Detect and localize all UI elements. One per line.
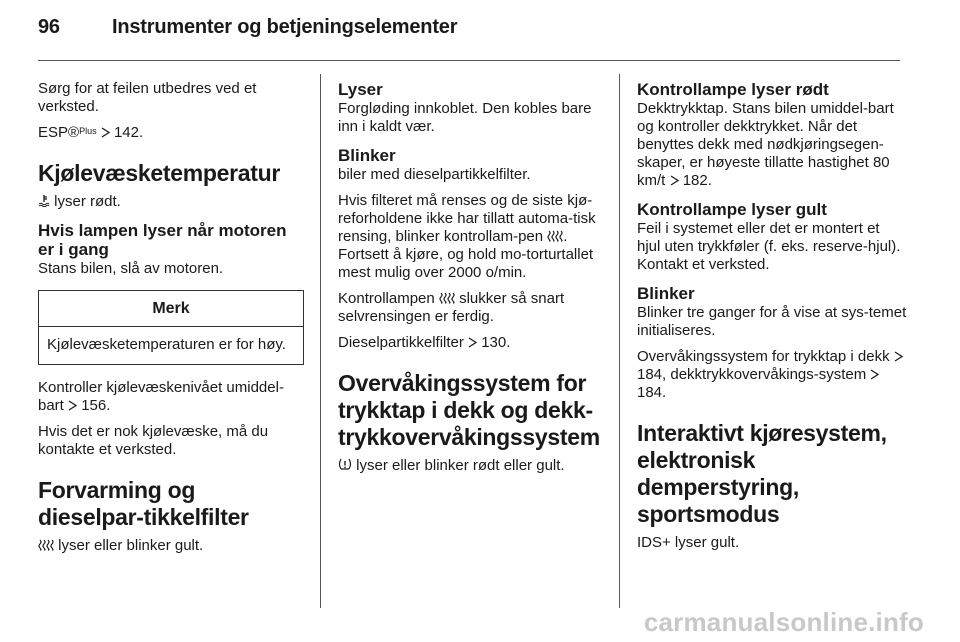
check-text: Kontroller kjølevæskenivået umiddel-bart bbox=[38, 379, 284, 414]
heading-coolant: Kjølevæsketemperatur bbox=[38, 160, 280, 186]
esp-label: ESP® bbox=[38, 124, 80, 141]
lamp-text-a: Kontrollampen bbox=[338, 290, 435, 307]
coolant-temperature-icon bbox=[38, 194, 50, 207]
heading-ids: Interaktivt kjøresystem, elektronisk demperstyring, sportsmodus bbox=[637, 420, 887, 527]
watermark: carmanualsonline.info bbox=[643, 607, 924, 637]
heading-tyre-monitoring: Overvåkingssystem for trykktap i dekk og dekk-trykkovervåkingssystem bbox=[338, 370, 600, 450]
heading-blinker-2: Blinker bbox=[637, 284, 695, 303]
red-text: Dekktrykktap. Stans bilen umiddel-bart og kontroller dekktrykket. Når det benyttes dekk med nødkjøringsegen-skaper, er høyeste tillatte hastighet 80 km/t bbox=[637, 100, 894, 189]
column-divider-2 bbox=[619, 74, 620, 608]
tyre-pressure-icon bbox=[338, 458, 352, 471]
tyre-text: lyser eller blinker rødt eller gult. bbox=[356, 457, 565, 474]
page-ref-arrow-icon bbox=[468, 337, 477, 348]
heading-lyser: Lyser bbox=[338, 80, 383, 99]
heading-engine-running: Hvis lampen lyser når motoren er i gang bbox=[38, 221, 287, 259]
paragraph-enough-coolant: Hvis det er nok kjølevæske, må du kontakte et verksted. bbox=[38, 423, 269, 458]
page-ref-arrow-icon bbox=[101, 127, 110, 138]
lamp-text-b: slukker så snart selvrensingen er ferdig. bbox=[338, 290, 565, 325]
note-body: Kjølevæsketemperaturen er for høy. bbox=[47, 336, 286, 353]
paragraph-filter bbox=[338, 192, 602, 282]
page-ref[interactable]: 156. bbox=[81, 397, 111, 414]
paragraph-lamp bbox=[338, 290, 602, 326]
heading-blinker: Blinker bbox=[338, 146, 396, 165]
esp-superscript: Plus bbox=[79, 126, 97, 136]
paragraph-tyre bbox=[338, 457, 602, 475]
note-box bbox=[38, 290, 304, 365]
header-rule bbox=[38, 60, 900, 61]
paragraph-lamp-red bbox=[637, 100, 907, 190]
page-ref[interactable]: 182. bbox=[682, 172, 712, 189]
filter-text-a: Hvis filteret må renses og de siste kjø-reforholdene ikke har tillatt automa-tisk rensing, blinker kontrollam-pen bbox=[338, 192, 596, 245]
preheat-text: lyser eller blinker gult. bbox=[58, 537, 204, 554]
page-ref-arrow-icon bbox=[670, 175, 679, 186]
paragraph-blinker-2: Blinker tre ganger for å vise at sys-temet initialiseres. bbox=[637, 304, 907, 339]
paragraph-check-level bbox=[38, 379, 304, 415]
page-ref-arrow-icon bbox=[894, 351, 903, 362]
note-title: Merk bbox=[39, 291, 303, 327]
page-ref[interactable]: 130. bbox=[481, 334, 511, 351]
paragraph-stop: Stans bilen, slå av motoren. bbox=[38, 260, 224, 277]
paragraph-monitor-refs bbox=[637, 348, 907, 402]
column-1 bbox=[38, 80, 304, 563]
column-divider-1 bbox=[320, 74, 321, 608]
heading-preheat: Forvarming og dieselpar-tikkelfilter bbox=[38, 477, 249, 530]
paragraph-esp bbox=[38, 124, 304, 142]
heading-lamp-yellow: Kontrollampe lyser gult bbox=[637, 200, 827, 219]
column-3 bbox=[637, 80, 907, 560]
page-header bbox=[38, 16, 457, 39]
page-ref-arrow-icon bbox=[68, 400, 77, 411]
paragraph-repair: Sørg for at feilen utbedres ved et verksted. bbox=[38, 80, 257, 115]
glow-plug-icon bbox=[439, 292, 455, 304]
glow-plug-icon bbox=[38, 539, 54, 551]
page-title: Instrumenter og betjeningselementer bbox=[112, 16, 458, 38]
diesel-filter-text: Dieselpartikkelfilter bbox=[338, 334, 464, 351]
coolant-text: lyser rødt. bbox=[54, 193, 121, 210]
paragraph-lyser: Forgløding innkoblet. Den kobles bare inn i kaldt vær. bbox=[338, 100, 592, 135]
paragraph-ids: IDS+ lyser gult. bbox=[637, 534, 740, 551]
page-number: 96 bbox=[38, 16, 60, 38]
paragraph-blinker: biler med dieselpartikkelfilter. bbox=[338, 166, 531, 183]
column-2 bbox=[338, 80, 602, 483]
monitor-text: Overvåkingssystem for trykktap i dekk bbox=[637, 348, 890, 365]
paragraph-diesel-filter bbox=[338, 334, 602, 352]
page-ref-arrow-icon bbox=[870, 369, 879, 380]
page-ref[interactable]: 142. bbox=[113, 124, 144, 141]
glow-plug-icon bbox=[547, 230, 563, 242]
paragraph-preheat bbox=[38, 537, 304, 555]
page-ref[interactable]: 184. bbox=[637, 384, 667, 401]
paragraph-coolant bbox=[38, 193, 304, 211]
filter-text-b: . Fortsett å kjøre, og hold mo-torturtallet mest mulig over 2000 o/min. bbox=[338, 228, 594, 281]
page-ref[interactable]: 184, dekktrykkovervåkings-system bbox=[637, 366, 867, 383]
paragraph-lamp-yellow: Feil i systemet eller det er montert et hjul uten trykkføler (f. eks. reserve-hjul). Kontakt et verksted. bbox=[637, 220, 901, 273]
heading-lamp-red: Kontrollampe lyser rødt bbox=[637, 80, 829, 99]
